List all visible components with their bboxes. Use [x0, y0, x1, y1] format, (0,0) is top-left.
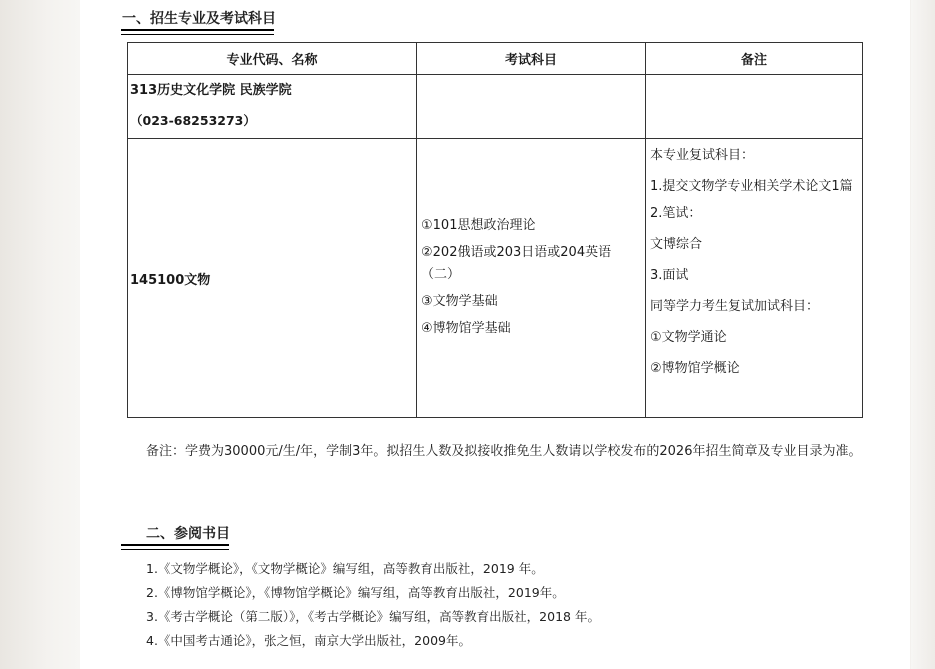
note-line: ②博物馆学概论 [650, 361, 740, 376]
section-title-references: 二、参阅书目 [146, 526, 230, 542]
exam-subject: ③文物学基础 [421, 294, 498, 309]
note-line: 文博综合 [650, 237, 703, 252]
note-line: 3.面试 [650, 268, 689, 283]
remark-paragraph: 备注：学费为30000元/生/年，学制3年。拟招生人数及拟接收推免生人数请以学校发布的2026年招生简章及专业目录为准。 [146, 444, 862, 459]
header-exam-subjects: 考试科目 [417, 43, 646, 75]
note-line: ①文物学通论 [650, 330, 727, 345]
section-title-underline [121, 29, 274, 35]
note-line: 本专业复试科目： [650, 148, 755, 163]
note-line: 1.提交文物学专业相关学术论文1篇 [650, 179, 853, 194]
section-title-underline [121, 544, 229, 550]
department-phone: （023-68253273） [130, 113, 256, 128]
major-exams-cell [417, 139, 646, 418]
table-header-row [128, 43, 863, 75]
header-notes: 备注 [646, 43, 863, 75]
note-line: 2.笔试： [650, 206, 702, 221]
reference-book: 3.《考古学概论（第二版）》，《考古学概论》编写组，高等教育出版社，2018 年。 [146, 609, 600, 624]
page-background-left [0, 0, 80, 669]
reference-book: 4.《中国考古通论》，张之恒，南京大学出版社，2009年。 [146, 633, 471, 648]
table-row-major [128, 139, 863, 418]
major-name: 145100文物 [128, 139, 417, 418]
table-row-department [128, 75, 863, 139]
page-background-right [911, 0, 935, 669]
major-notes-cell [646, 139, 863, 418]
department-cell [128, 75, 417, 139]
reference-book: 2.《博物馆学概论》，《博物馆学概论》编写组，高等教育出版社，2019年。 [146, 585, 565, 600]
department-notes-empty [646, 75, 863, 139]
note-line: 同等学力考生复试加试科目： [650, 299, 820, 314]
department-exams-empty [417, 75, 646, 139]
exam-subject: ②202俄语或203日语或204英语（二） [421, 245, 612, 282]
exam-subject: ④博物馆学基础 [421, 321, 511, 336]
reference-book: 1.《文物学概论》，《文物学概论》编写组，高等教育出版社，2019 年。 [146, 561, 544, 576]
exam-subject: ①101思想政治理论 [421, 218, 536, 233]
department-name: 313历史文化学院 民族学院 [130, 83, 292, 98]
section-title-majors: 一、招生专业及考试科目 [122, 11, 276, 27]
majors-table [127, 42, 863, 418]
header-major-code: 专业代码、名称 [128, 43, 417, 75]
